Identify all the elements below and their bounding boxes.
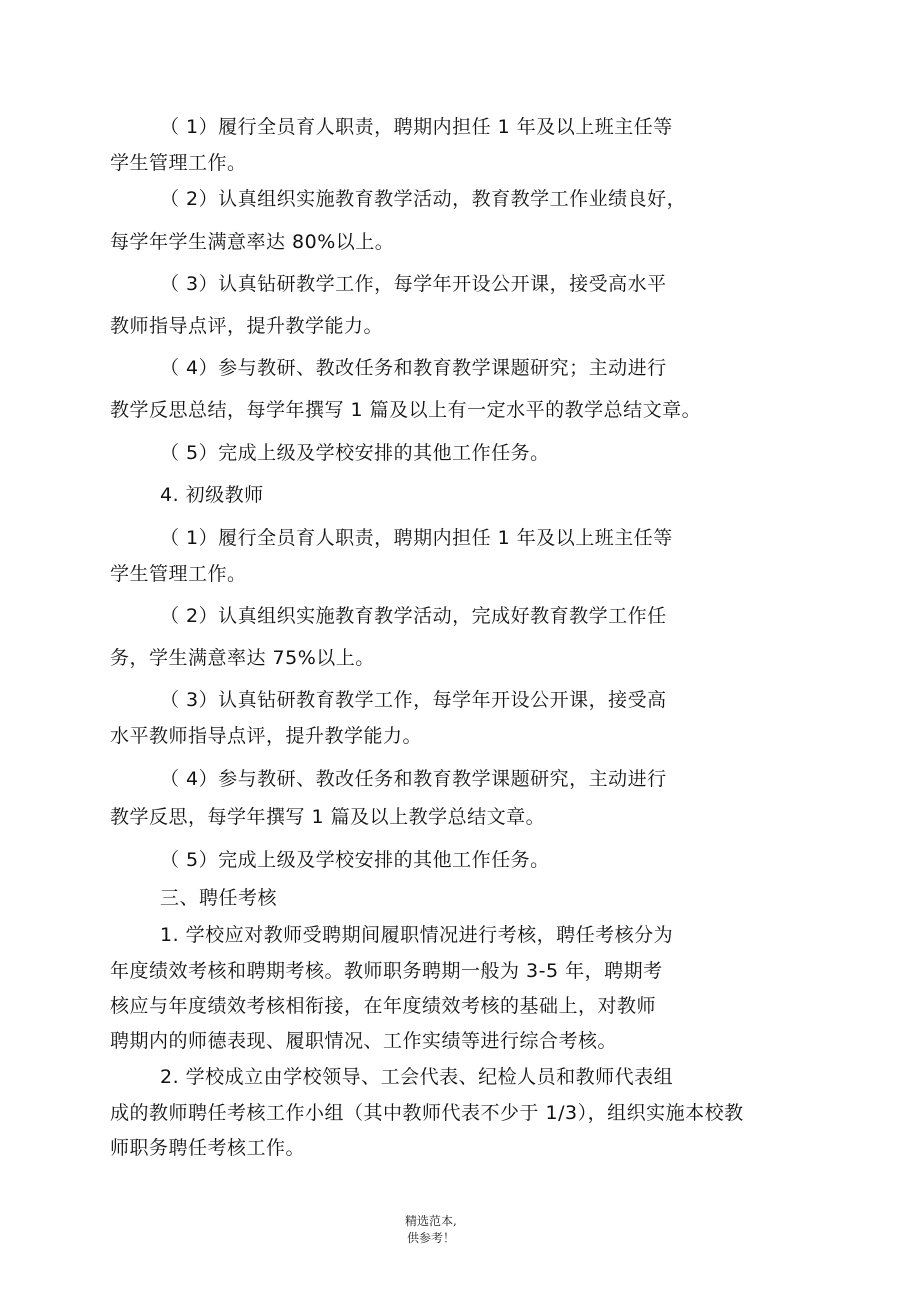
text-line: 年度绩效考核和聘期考核。教师职务聘期一般为 3-5 年，聘期考 [110, 960, 663, 982]
section-heading: 4. 初级教师 [160, 484, 264, 506]
text-line: （ 3）认真钻研教学工作，每学年开设公开课，接受高水平 [160, 273, 667, 295]
text-line: 成的教师聘任考核工作小组（其中教师代表不少于 1/3），组织实施本校教 [110, 1102, 744, 1124]
text-line: （ 3）认真钻研教育教学工作，每学年开设公开课，接受高 [160, 689, 667, 711]
text-line: 教师指导点评，提升教学能力。 [110, 315, 384, 337]
text-line: 聘期内的师德表现、履职情况、工作实绩等进行综合考核。 [110, 1030, 618, 1052]
text-line: 师职务聘任考核工作。 [110, 1137, 306, 1159]
text-line: （ 2）认真组织实施教育教学活动，完成好教育教学工作任 [160, 605, 667, 627]
text-line: 教学反思，每学年撰写 1 篇及以上教学总结文章。 [110, 806, 546, 828]
text-line: （ 1）履行全员育人职责，聘期内担任 1 年及以上班主任等 [160, 527, 673, 549]
text-line: 核应与年度绩效考核相衔接，在年度绩效考核的基础上，对教师 [110, 995, 657, 1017]
text-line: 1. 学校应对教师受聘期间履职情况进行考核，聘任考核分为 [160, 924, 674, 946]
text-line: 2. 学校成立由学校领导、工会代表、纪检人员和教师代表组 [160, 1066, 674, 1088]
text-line: （ 2）认真组织实施教育教学活动，教育教学工作业绩良好， [160, 188, 687, 210]
text-line: 每学年学生满意率达 80%以上。 [110, 231, 395, 253]
text-line: 教学反思总结，每学年撰写 1 篇及以上有一定水平的教学总结文章。 [110, 399, 702, 421]
text-line: 务，学生满意率达 75%以上。 [110, 647, 375, 669]
footer-line-1: 精选范本, [405, 1214, 457, 1228]
text-line: 水平教师指导点评，提升教学能力。 [110, 725, 423, 747]
text-line: （ 5）完成上级及学校安排的其他工作任务。 [160, 849, 550, 871]
text-line: （ 1）履行全员育人职责，聘期内担任 1 年及以上班主任等 [160, 116, 673, 138]
footer-line-2: 供参考！ [407, 1231, 456, 1245]
text-line: （ 5）完成上级及学校安排的其他工作任务。 [160, 442, 550, 464]
text-line: （ 4）参与教研、教改任务和教育教学课题研究；主动进行 [160, 357, 667, 379]
text-line: 学生管理工作。 [110, 152, 247, 174]
text-line: 学生管理工作。 [110, 563, 247, 585]
section-heading: 三、聘任考核 [160, 887, 278, 909]
text-line: （ 4）参与教研、教改任务和教育教学课题研究，主动进行 [160, 768, 667, 790]
